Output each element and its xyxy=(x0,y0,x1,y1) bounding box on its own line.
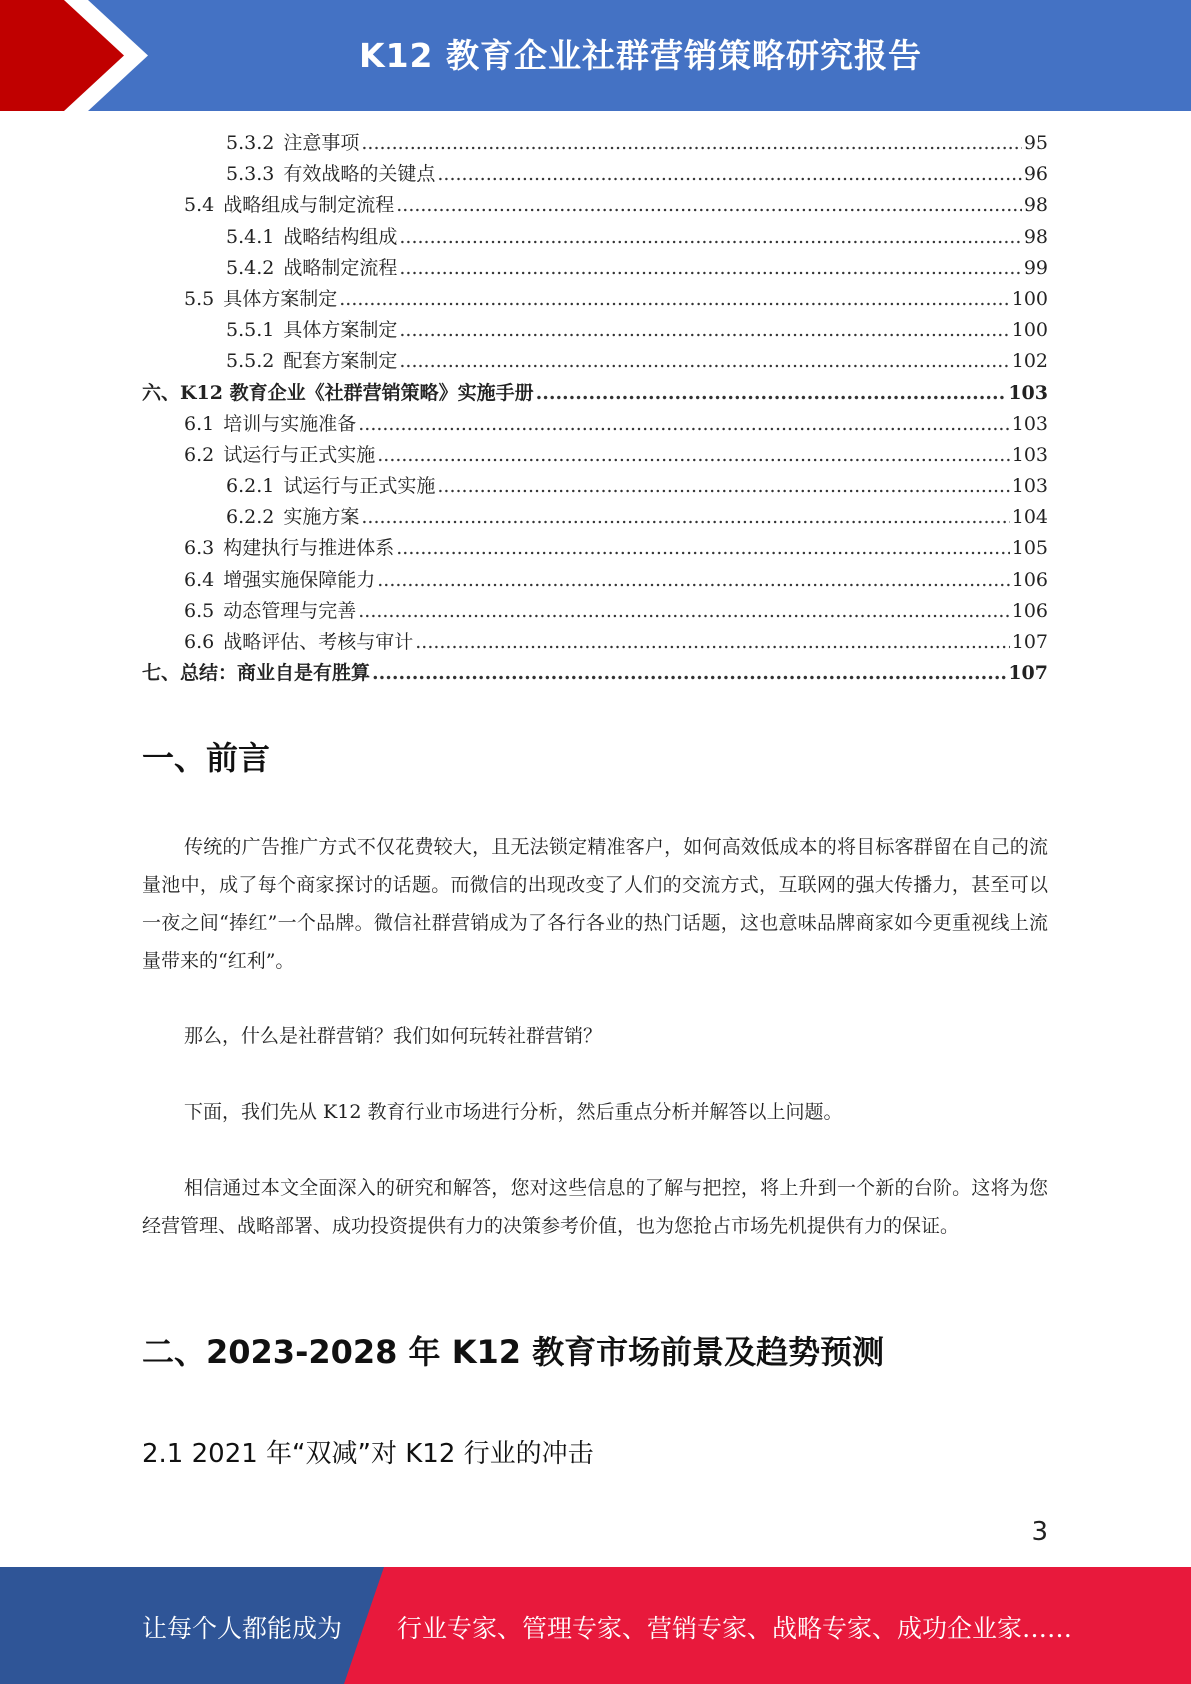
toc-entry-page: 107 xyxy=(1011,631,1048,653)
toc-entry-title: 注意事项 xyxy=(283,132,360,154)
toc-entry-number: 5.3.2 xyxy=(226,132,275,154)
toc-entry-page: 96 xyxy=(1023,163,1048,186)
toc-entry-title: 有效战略的关键点 xyxy=(283,163,436,186)
toc-entry-number: 6.6 xyxy=(184,631,215,653)
page-header xyxy=(0,0,1191,111)
toc-entry-page: 104 xyxy=(1011,506,1048,529)
toc-entry-number: 5.5.2 xyxy=(226,350,275,373)
toc-entry-page: 103 xyxy=(1011,475,1048,498)
toc-entry-title: 实施方案 xyxy=(283,506,360,529)
toc-dot-leader xyxy=(399,226,1021,248)
toc-entry[interactable] xyxy=(142,378,1048,409)
toc-entry-page: 106 xyxy=(1011,568,1048,591)
toc-entry-title: 具体方案制定 xyxy=(283,319,398,342)
toc-entry[interactable] xyxy=(142,346,1048,377)
toc-entry-title: 动态管理与完善 xyxy=(223,599,357,622)
toc-dot-leader xyxy=(361,132,1021,154)
toc-entry-title: 战略结构组成 xyxy=(283,225,398,248)
toc-entry-page: 98 xyxy=(1023,194,1048,217)
toc-entry[interactable] xyxy=(142,253,1048,284)
body-paragraph: 下面，我们先从 K12 教育行业市场进行分析，然后重点分析并解答以上问题。 xyxy=(184,1101,843,1123)
toc-dot-leader xyxy=(536,382,1007,404)
toc-entry[interactable] xyxy=(142,533,1048,564)
toc-dot-leader xyxy=(372,662,1006,684)
toc-entry-title: 培训与实施准备 xyxy=(223,412,357,435)
toc-entry-number: 6.2 xyxy=(184,443,215,466)
toc-entry-number: 5.4.2 xyxy=(226,256,275,279)
toc-entry-page: 100 xyxy=(1011,287,1048,310)
toc-entry-page: 106 xyxy=(1011,599,1048,622)
toc-entry-title: 战略组成与制定流程 xyxy=(223,194,395,217)
toc-entry[interactable] xyxy=(142,440,1048,471)
body-paragraph: 那么，什么是社群营销？我们如何玩转社群营销？ xyxy=(184,1025,603,1047)
toc-entry-number: 6.2.2 xyxy=(226,506,275,529)
toc-entry[interactable] xyxy=(142,471,1048,502)
toc-entry-title: 总结：商业自是有胜算 xyxy=(180,662,371,685)
toc-dot-leader xyxy=(437,475,1009,497)
toc-entry-title: 战略制定流程 xyxy=(283,256,398,279)
toc-entry-title: 试运行与正式实施 xyxy=(223,443,376,466)
toc-entry[interactable] xyxy=(142,315,1048,346)
toc-dot-leader xyxy=(399,257,1021,279)
toc-dot-leader xyxy=(339,288,1010,310)
toc-entry[interactable] xyxy=(142,658,1048,689)
toc-entry[interactable] xyxy=(142,128,1048,159)
toc-entry-number: 七、 xyxy=(142,662,181,685)
toc-entry-page: 105 xyxy=(1011,537,1048,560)
body-paragraph: 传统的广告推广方式不仅花费较大，且无法锁定精准客户，如何高效低成本的将目标客群留在自己的流量池中，成了每个商家探讨的话题。而微信的出现改变了人们的交流方式，互联网的强大传播力，甚至可以一夜之间“捧红”一个品牌。微信社群营销成为了各行各业的热门话题，这也意味品牌商家如今更重视线上流量带来的“红利”。 xyxy=(142,836,1048,972)
toc-entry-number: 六、 xyxy=(142,381,181,404)
section-heading-preface: 一、前言 xyxy=(142,739,271,777)
toc-entry[interactable] xyxy=(142,565,1048,596)
toc-dot-leader xyxy=(361,506,1009,528)
report-title: K12 教育企业社群营销策略研究报告 xyxy=(359,36,922,75)
toc-entry[interactable] xyxy=(142,284,1048,315)
toc-entry-page: 103 xyxy=(1008,381,1048,404)
footer-slogan-right: 行业专家、管理专家、营销专家、战略专家、成功企业家…… xyxy=(397,1614,1073,1643)
toc-entry-number: 6.4 xyxy=(184,568,215,591)
body-paragraph: 相信通过本文全面深入的研究和解答，您对这些信息的了解与把控，将上升到一个新的台阶。这将为您经营管理、战略部署、成功投资提供有力的决策参考价值，也为您抢占市场先机提供有力的保证。 xyxy=(142,1177,1048,1237)
section-heading-market-outlook: 二、2023-2028 年 K12 教育市场前景及趋势预测 xyxy=(142,1333,885,1371)
toc-dot-leader xyxy=(399,350,1009,372)
toc-entry-page: 107 xyxy=(1008,662,1048,685)
toc-entry-page: 98 xyxy=(1023,225,1048,248)
toc-dot-leader xyxy=(377,569,1010,591)
toc-entry-number: 5.3.3 xyxy=(226,163,275,186)
table-of-contents xyxy=(142,128,1048,689)
toc-entry-title: 构建执行与推进体系 xyxy=(223,537,395,560)
toc-entry-page: 102 xyxy=(1011,350,1048,373)
toc-dot-leader xyxy=(358,413,1010,435)
page-footer xyxy=(0,1567,1191,1684)
toc-entry-number: 5.5 xyxy=(184,287,215,310)
toc-entry-page: 103 xyxy=(1011,443,1048,466)
toc-entry[interactable] xyxy=(142,596,1048,627)
toc-entry-number: 6.1 xyxy=(184,412,215,435)
toc-entry-page: 100 xyxy=(1011,319,1048,342)
toc-entry-number: 6.5 xyxy=(184,599,215,622)
toc-entry[interactable] xyxy=(142,222,1048,253)
toc-dot-leader xyxy=(358,600,1010,622)
toc-dot-leader xyxy=(377,444,1010,466)
toc-entry-number: 6.2.1 xyxy=(226,475,275,498)
toc-entry-page: 95 xyxy=(1023,132,1048,154)
toc-entry-number: 6.3 xyxy=(184,537,215,560)
toc-entry-title: 战略评估、考核与审计 xyxy=(223,631,414,653)
toc-dot-leader xyxy=(396,537,1010,559)
toc-dot-leader xyxy=(437,163,1021,185)
toc-entry[interactable] xyxy=(142,409,1048,440)
toc-entry[interactable] xyxy=(142,502,1048,533)
toc-dot-leader xyxy=(415,631,1010,653)
toc-dot-leader xyxy=(399,319,1009,341)
toc-entry-title: 配套方案制定 xyxy=(283,350,398,373)
toc-entry-title: 增强实施保障能力 xyxy=(223,568,376,591)
toc-entry-title: 试运行与正式实施 xyxy=(283,475,436,498)
toc-entry-title: 具体方案制定 xyxy=(223,287,338,310)
footer-slogan-left: 让每个人都能成为 xyxy=(142,1614,343,1643)
toc-entry[interactable] xyxy=(142,627,1048,658)
toc-entry-number: 5.4.1 xyxy=(226,225,275,248)
toc-entry[interactable] xyxy=(142,159,1048,190)
toc-entry-number: 5.4 xyxy=(184,194,215,217)
toc-entry-page: 99 xyxy=(1023,256,1048,279)
toc-dot-leader xyxy=(396,194,1022,216)
toc-entry-title: K12 教育企业《社群营销策略》实施手册 xyxy=(180,381,534,404)
subsection-heading: 2.1 2021 年“双减”对 K12 行业的冲击 xyxy=(142,1439,594,1469)
toc-entry[interactable] xyxy=(142,190,1048,221)
toc-entry-page: 103 xyxy=(1011,412,1048,435)
toc-entry-number: 5.5.1 xyxy=(226,319,275,342)
page-number: 3 xyxy=(1031,1517,1048,1547)
